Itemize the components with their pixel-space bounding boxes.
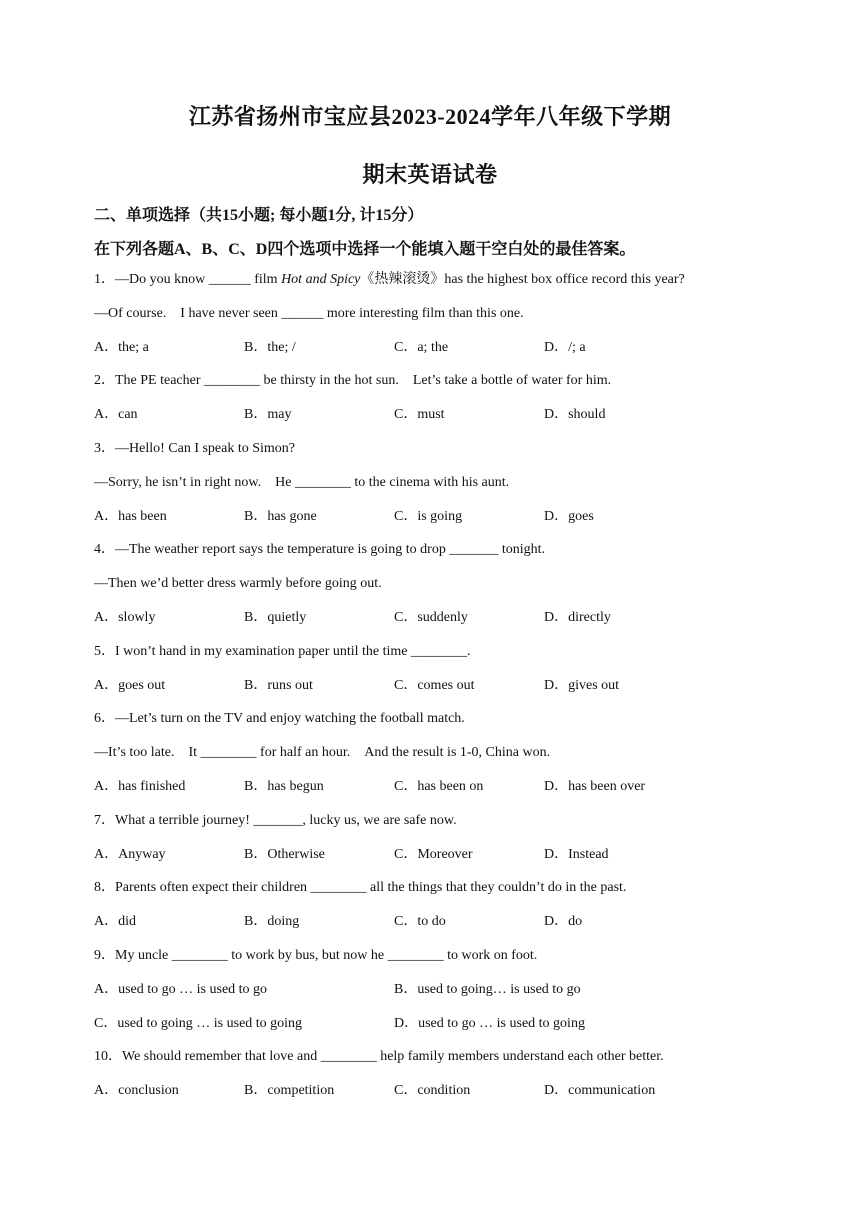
option-c[interactable]: C．condition (394, 1083, 471, 1099)
option-a[interactable]: A．the; a (94, 339, 149, 355)
question-8-text: 8．Parents often expect their children ________ all the things that they couldn’t do in the past. (94, 880, 627, 896)
section-heading: 二、单项选择（共15小题; 每小题1分, 计15分） (94, 207, 424, 224)
option-d[interactable]: D．do (544, 914, 583, 930)
question-5-options (94, 676, 774, 710)
option-a[interactable]: A．has been (94, 508, 167, 524)
option-d[interactable]: D．used to go … is used to going (394, 1015, 585, 1031)
question-6-text: 6．—Let’s turn on the TV and enjoy watching the football match. (94, 711, 465, 727)
option-c[interactable]: C．must (394, 407, 445, 423)
option-c[interactable]: C．used to going … is used to going (94, 1015, 303, 1031)
option-d[interactable]: D．should (544, 407, 606, 423)
option-c[interactable]: C．is going (394, 508, 463, 524)
option-d[interactable]: D．gives out (544, 677, 620, 693)
option-c[interactable]: C．Moreover (394, 846, 473, 862)
option-b[interactable]: B．the; / (244, 339, 296, 355)
question-9-options-row2 (94, 1014, 774, 1048)
question-10-text: 10．We should remember that love and ________ help family members understand each other better. (94, 1049, 664, 1065)
question-3-options (94, 507, 774, 541)
option-b[interactable]: B．has gone (244, 508, 317, 524)
question-1-reply: —Of course. I have never seen ______ more interesting film than this one. (94, 305, 524, 321)
option-b[interactable]: B．doing (244, 914, 300, 930)
option-d[interactable]: D．communication (544, 1083, 656, 1099)
option-a[interactable]: A．can (94, 407, 138, 423)
question-9-options-row1 (94, 980, 774, 1014)
option-c[interactable]: C．comes out (394, 677, 475, 693)
option-a[interactable]: A．used to go … is used to go (94, 981, 268, 997)
option-b[interactable]: B．may (244, 407, 292, 423)
option-a[interactable]: A．has finished (94, 778, 186, 794)
question-6-options (94, 777, 774, 811)
question-7-text: 7．What a terrible journey! _______, lucky us, we are safe now. (94, 812, 457, 828)
option-a[interactable]: A．Anyway (94, 846, 166, 862)
option-c[interactable]: C．to do (394, 914, 446, 930)
option-c[interactable]: C．a; the (394, 339, 449, 355)
option-b[interactable]: B．quietly (244, 609, 307, 625)
option-a[interactable]: A．goes out (94, 677, 166, 693)
option-c[interactable]: C．has been on (394, 778, 484, 794)
question-4-reply: —Then we’d better dress warmly before going out. (94, 576, 382, 592)
option-b[interactable]: B．Otherwise (244, 846, 325, 862)
option-d[interactable]: D．Instead (544, 846, 609, 862)
page-title: 江苏省扬州市宝应县2023-2024学年八年级下学期 (188, 104, 672, 129)
option-b[interactable]: B．competition (244, 1083, 335, 1099)
option-b[interactable]: B．has begun (244, 778, 324, 794)
question-8-options (94, 912, 774, 946)
question-4-options (94, 608, 774, 642)
option-a[interactable]: A．conclusion (94, 1083, 179, 1099)
option-b[interactable]: B．runs out (244, 677, 313, 693)
question-2-text: 2．The PE teacher ________ be thirsty in the hot sun. Let’s take a bottle of water for him. (94, 373, 612, 389)
question-list (94, 270, 774, 1115)
question-3-reply: —Sorry, he isn’t in right now. He ________ to the cinema with his aunt. (94, 474, 510, 490)
question-1-text: 1．—Do you know ______ film Hot and Spicy《热辣滚烫》has the highest box office record this year? (94, 272, 685, 287)
option-a[interactable]: A．did (94, 914, 136, 930)
question-1-options (94, 338, 774, 372)
question-2-options (94, 405, 774, 439)
page-subtitle: 期末英语试卷 (362, 162, 498, 187)
option-c[interactable]: C．suddenly (394, 609, 468, 625)
question-10-options (94, 1081, 774, 1115)
option-d[interactable]: D．directly (544, 609, 611, 625)
option-a[interactable]: A．slowly (94, 609, 156, 625)
section-instruction: 在下列各题A、B、C、D四个选项中选择一个能填入题干空白处的最佳答案。 (94, 241, 636, 258)
option-d[interactable]: D．has been over (544, 778, 646, 794)
option-b[interactable]: B．used to going… is used to go (394, 981, 581, 997)
question-9-text: 9．My uncle ________ to work by bus, but now he ________ to work on foot. (94, 947, 538, 963)
option-d[interactable]: D．/; a (544, 339, 586, 355)
question-3-text: 3．—Hello! Can I speak to Simon? (94, 440, 296, 456)
question-5-text: 5．I won’t hand in my examination paper until the time ________. (94, 643, 471, 659)
question-6-reply: —It’s too late. It ________ for half an hour. And the result is 1-0, China won. (94, 745, 551, 761)
question-4-text: 4．—The weather report says the temperature is going to drop _______ tonight. (94, 542, 546, 558)
question-7-options (94, 845, 774, 879)
option-d[interactable]: D．goes (544, 508, 594, 524)
